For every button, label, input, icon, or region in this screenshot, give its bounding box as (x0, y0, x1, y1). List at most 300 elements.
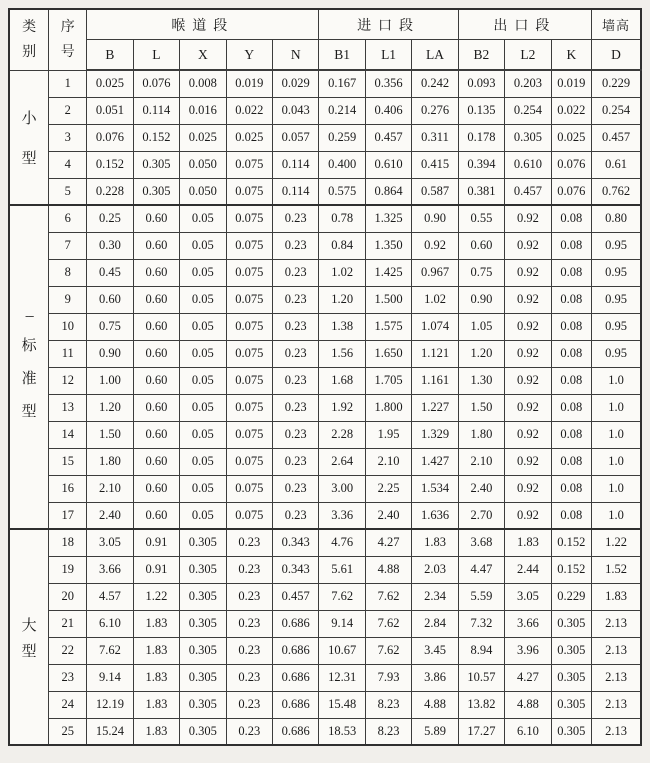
value-cell: 0.254 (505, 97, 551, 124)
value-cell: 0.305 (505, 124, 551, 151)
column-header-L2: L2 (505, 40, 551, 71)
value-cell: 0.95 (592, 259, 641, 286)
serial-number-cell: 11 (49, 340, 87, 367)
value-cell: 0.08 (551, 286, 591, 313)
serial-number-cell: 7 (49, 232, 87, 259)
value-cell: 1.534 (412, 475, 458, 502)
table-row (9, 97, 641, 124)
value-cell: 0.587 (412, 178, 458, 205)
value-cell: 2.13 (592, 637, 641, 664)
value-cell: 2.40 (458, 475, 504, 502)
value-cell: 0.08 (551, 448, 591, 475)
value-cell: 0.92 (505, 205, 551, 232)
value-cell: 2.13 (592, 691, 641, 718)
value-cell: 0.343 (272, 556, 318, 583)
value-cell: 0.05 (180, 205, 226, 232)
header-category-char: 别 (22, 44, 37, 60)
value-cell: 0.08 (551, 340, 591, 367)
value-cell: 0.23 (226, 610, 272, 637)
value-cell: 0.093 (458, 70, 504, 97)
value-cell: 0.08 (551, 394, 591, 421)
value-cell: 9.14 (87, 664, 133, 691)
table-row (9, 421, 641, 448)
column-header-L1: L1 (365, 40, 411, 71)
value-cell: 10.57 (458, 664, 504, 691)
value-cell: 0.92 (505, 448, 551, 475)
header-group-inlet-section: 进口段 (319, 9, 458, 40)
value-cell: 8.23 (365, 691, 411, 718)
value-cell: 0.025 (226, 124, 272, 151)
value-cell: 15.48 (319, 691, 365, 718)
value-cell: 0.23 (272, 394, 318, 421)
value-cell: 0.92 (505, 421, 551, 448)
value-cell: 0.259 (319, 124, 365, 151)
value-cell: 0.60 (133, 475, 179, 502)
value-cell: 2.44 (505, 556, 551, 583)
value-cell: 4.57 (87, 583, 133, 610)
table-row (9, 556, 641, 583)
value-cell: 0.92 (505, 313, 551, 340)
serial-number-cell: 6 (49, 205, 87, 232)
value-cell: 7.32 (458, 610, 504, 637)
value-cell: 0.356 (365, 70, 411, 97)
value-cell: 0.23 (226, 637, 272, 664)
serial-number-cell: 13 (49, 394, 87, 421)
column-header-B1: B1 (319, 40, 365, 71)
table-row (9, 583, 641, 610)
value-cell: 1.0 (592, 475, 641, 502)
value-cell: 5.89 (412, 718, 458, 745)
serial-number-cell: 23 (49, 664, 87, 691)
value-cell: 0.008 (180, 70, 226, 97)
value-cell: 0.95 (592, 232, 641, 259)
column-header-B2: B2 (458, 40, 504, 71)
value-cell: 1.83 (505, 529, 551, 556)
value-cell: 1.121 (412, 340, 458, 367)
value-cell: 0.075 (226, 394, 272, 421)
column-header-LA: LA (412, 40, 458, 71)
value-cell: 1.161 (412, 367, 458, 394)
serial-number-cell: 16 (49, 475, 87, 502)
value-cell: 1.56 (319, 340, 365, 367)
category-char: 大 (21, 617, 37, 634)
value-cell: 10.67 (319, 637, 365, 664)
value-cell: 1.427 (412, 448, 458, 475)
value-cell: 1.325 (365, 205, 411, 232)
value-cell: 0.92 (505, 502, 551, 529)
value-cell: 0.60 (133, 286, 179, 313)
value-cell: 0.152 (551, 529, 591, 556)
value-cell: 0.92 (505, 259, 551, 286)
value-cell: 0.75 (87, 313, 133, 340)
value-cell: 12.19 (87, 691, 133, 718)
value-cell: 1.636 (412, 502, 458, 529)
value-cell: 0.311 (412, 124, 458, 151)
value-cell: 0.92 (505, 232, 551, 259)
value-cell: 0.23 (272, 205, 318, 232)
value-cell: 0.305 (551, 610, 591, 637)
value-cell: 1.95 (365, 421, 411, 448)
value-cell: 0.60 (133, 421, 179, 448)
value-cell: 1.0 (592, 448, 641, 475)
column-header-N: N (272, 40, 318, 71)
value-cell: 1.05 (458, 313, 504, 340)
value-cell: 0.305 (180, 529, 226, 556)
value-cell: 0.305 (180, 610, 226, 637)
value-cell: 0.23 (272, 286, 318, 313)
value-cell: 2.10 (458, 448, 504, 475)
column-header-K: K (551, 40, 591, 71)
column-header-Y: Y (226, 40, 272, 71)
value-cell: 6.10 (87, 610, 133, 637)
value-cell: 0.05 (180, 448, 226, 475)
table-row (9, 286, 641, 313)
header-group-outlet-section: 出口段 (458, 9, 591, 40)
value-cell: 0.075 (226, 448, 272, 475)
value-cell: 0.050 (180, 178, 226, 205)
value-cell: 1.02 (412, 286, 458, 313)
serial-number-cell: 22 (49, 637, 87, 664)
value-cell: 1.800 (365, 394, 411, 421)
value-cell: 0.05 (180, 232, 226, 259)
value-cell: 0.305 (180, 583, 226, 610)
value-cell: 0.84 (319, 232, 365, 259)
value-cell: 0.60 (133, 205, 179, 232)
table-row (9, 637, 641, 664)
category-char: --- (25, 309, 34, 322)
value-cell: 13.82 (458, 691, 504, 718)
value-cell: 7.62 (365, 583, 411, 610)
table-row (9, 664, 641, 691)
value-cell: 0.686 (272, 691, 318, 718)
table-row (9, 205, 641, 232)
value-cell: 1.52 (592, 556, 641, 583)
table-row (9, 475, 641, 502)
value-cell: 1.80 (458, 421, 504, 448)
serial-number-cell: 3 (49, 124, 87, 151)
value-cell: 1.22 (592, 529, 641, 556)
serial-number-cell: 1 (49, 70, 87, 97)
value-cell: 0.075 (226, 475, 272, 502)
serial-number-cell: 5 (49, 178, 87, 205)
value-cell: 0.08 (551, 367, 591, 394)
value-cell: 0.075 (226, 205, 272, 232)
value-cell: 1.83 (133, 691, 179, 718)
table-row (9, 232, 641, 259)
value-cell: 2.03 (412, 556, 458, 583)
value-cell: 1.0 (592, 421, 641, 448)
value-cell: 0.92 (505, 340, 551, 367)
value-cell: 0.08 (551, 313, 591, 340)
value-cell: 0.23 (226, 529, 272, 556)
value-cell: 1.83 (133, 664, 179, 691)
value-cell: 0.60 (133, 232, 179, 259)
value-cell: 0.242 (412, 70, 458, 97)
value-cell: 0.05 (180, 313, 226, 340)
value-cell: 1.68 (319, 367, 365, 394)
value-cell: 0.91 (133, 529, 179, 556)
value-cell: 0.610 (365, 151, 411, 178)
value-cell: 4.88 (505, 691, 551, 718)
value-cell: 0.229 (592, 70, 641, 97)
value-cell: 0.762 (592, 178, 641, 205)
value-cell: 0.686 (272, 610, 318, 637)
value-cell: 1.83 (133, 637, 179, 664)
value-cell: 0.90 (458, 286, 504, 313)
value-cell: 1.074 (412, 313, 458, 340)
value-cell: 1.50 (87, 421, 133, 448)
value-cell: 0.305 (133, 151, 179, 178)
value-cell: 0.114 (272, 178, 318, 205)
value-cell: 0.61 (592, 151, 641, 178)
value-cell: 0.050 (180, 151, 226, 178)
value-cell: 0.415 (412, 151, 458, 178)
value-cell: 0.05 (180, 340, 226, 367)
category-char: 准 (21, 370, 37, 387)
value-cell: 0.135 (458, 97, 504, 124)
value-cell: 0.80 (592, 205, 641, 232)
header-group-wall-height: 墙高 (592, 9, 641, 40)
value-cell: 0.305 (180, 556, 226, 583)
value-cell: 15.24 (87, 718, 133, 745)
value-cell: 0.016 (180, 97, 226, 124)
value-cell: 2.13 (592, 718, 641, 745)
table-row (9, 124, 641, 151)
table-row (9, 448, 641, 475)
value-cell: 0.23 (226, 718, 272, 745)
value-cell: 7.62 (365, 637, 411, 664)
value-cell: 2.25 (365, 475, 411, 502)
value-cell: 0.457 (505, 178, 551, 205)
value-cell: 6.10 (505, 718, 551, 745)
value-cell: 1.02 (319, 259, 365, 286)
value-cell: 0.203 (505, 70, 551, 97)
value-cell: 0.051 (87, 97, 133, 124)
value-cell: 4.76 (319, 529, 365, 556)
value-cell: 0.686 (272, 637, 318, 664)
value-cell: 0.406 (365, 97, 411, 124)
dimension-table (8, 8, 642, 746)
value-cell: 0.05 (180, 475, 226, 502)
category-cell (9, 205, 49, 529)
value-cell: 0.60 (87, 286, 133, 313)
value-cell: 0.043 (272, 97, 318, 124)
value-cell: 0.075 (226, 367, 272, 394)
value-cell: 0.214 (319, 97, 365, 124)
value-cell: 0.025 (551, 124, 591, 151)
serial-number-cell: 14 (49, 421, 87, 448)
value-cell: 0.864 (365, 178, 411, 205)
table-row (9, 529, 641, 556)
value-cell: 1.350 (365, 232, 411, 259)
value-cell: 0.075 (226, 259, 272, 286)
value-cell: 3.00 (319, 475, 365, 502)
value-cell: 1.0 (592, 394, 641, 421)
value-cell: 0.60 (133, 502, 179, 529)
value-cell: 1.38 (319, 313, 365, 340)
value-cell: 0.305 (551, 664, 591, 691)
serial-number-cell: 24 (49, 691, 87, 718)
value-cell: 0.25 (87, 205, 133, 232)
value-cell: 0.23 (272, 421, 318, 448)
value-cell: 0.022 (551, 97, 591, 124)
value-cell: 0.019 (226, 70, 272, 97)
category-char: 型 (21, 643, 37, 660)
header-row-columns (9, 40, 641, 71)
header-serial-char: 序 (60, 19, 75, 35)
value-cell: 2.28 (319, 421, 365, 448)
value-cell: 0.95 (592, 313, 641, 340)
value-cell: 0.23 (272, 448, 318, 475)
value-cell: 0.08 (551, 502, 591, 529)
value-cell: 0.229 (551, 583, 591, 610)
table-row (9, 718, 641, 745)
table-row (9, 151, 641, 178)
serial-number-cell: 8 (49, 259, 87, 286)
value-cell: 0.90 (87, 340, 133, 367)
value-cell: 0.08 (551, 475, 591, 502)
value-cell: 0.254 (592, 97, 641, 124)
value-cell: 0.457 (272, 583, 318, 610)
column-header-X: X (180, 40, 226, 71)
value-cell: 0.92 (505, 475, 551, 502)
header-serial-char: 号 (60, 44, 75, 60)
value-cell: 2.70 (458, 502, 504, 529)
value-cell: 0.60 (133, 340, 179, 367)
value-cell: 0.343 (272, 529, 318, 556)
value-cell: 1.22 (133, 583, 179, 610)
value-cell: 0.400 (319, 151, 365, 178)
value-cell: 0.30 (87, 232, 133, 259)
value-cell: 4.88 (412, 691, 458, 718)
value-cell: 0.305 (551, 637, 591, 664)
value-cell: 3.96 (505, 637, 551, 664)
serial-number-cell: 9 (49, 286, 87, 313)
value-cell: 0.575 (319, 178, 365, 205)
value-cell: 0.075 (226, 178, 272, 205)
value-cell: 1.227 (412, 394, 458, 421)
column-header-L: L (133, 40, 179, 71)
value-cell: 0.075 (226, 313, 272, 340)
serial-number-cell: 15 (49, 448, 87, 475)
value-cell: 0.076 (551, 151, 591, 178)
value-cell: 0.152 (133, 124, 179, 151)
serial-number-cell: 25 (49, 718, 87, 745)
value-cell: 0.967 (412, 259, 458, 286)
value-cell: 1.80 (87, 448, 133, 475)
category-cell (9, 529, 49, 745)
value-cell: 0.23 (272, 340, 318, 367)
value-cell: 0.95 (592, 286, 641, 313)
value-cell: 0.60 (458, 232, 504, 259)
value-cell: 0.610 (505, 151, 551, 178)
value-cell: 0.025 (180, 124, 226, 151)
value-cell: 5.59 (458, 583, 504, 610)
value-cell: 0.076 (551, 178, 591, 205)
value-cell: 0.305 (180, 637, 226, 664)
value-cell: 0.025 (87, 70, 133, 97)
value-cell: 0.60 (133, 367, 179, 394)
serial-number-cell: 4 (49, 151, 87, 178)
value-cell: 7.62 (365, 610, 411, 637)
value-cell: 1.329 (412, 421, 458, 448)
value-cell: 0.05 (180, 367, 226, 394)
table-row (9, 610, 641, 637)
value-cell: 0.276 (412, 97, 458, 124)
value-cell: 0.75 (458, 259, 504, 286)
value-cell: 0.114 (133, 97, 179, 124)
table-row (9, 394, 641, 421)
category-char: 型 (21, 150, 37, 167)
value-cell: 0.381 (458, 178, 504, 205)
value-cell: 0.057 (272, 124, 318, 151)
value-cell: 0.394 (458, 151, 504, 178)
value-cell: 0.228 (87, 178, 133, 205)
value-cell: 0.91 (133, 556, 179, 583)
value-cell: 8.94 (458, 637, 504, 664)
value-cell: 0.23 (226, 583, 272, 610)
value-cell: 0.305 (551, 718, 591, 745)
value-cell: 0.55 (458, 205, 504, 232)
value-cell: 7.62 (319, 583, 365, 610)
serial-number-cell: 18 (49, 529, 87, 556)
value-cell: 4.27 (365, 529, 411, 556)
category-char: 型 (21, 403, 37, 420)
value-cell: 3.05 (87, 529, 133, 556)
category-cell (9, 70, 49, 205)
value-cell: 0.60 (133, 313, 179, 340)
value-cell: 0.08 (551, 232, 591, 259)
column-header-D: D (592, 40, 641, 71)
value-cell: 0.23 (272, 313, 318, 340)
value-cell: 0.686 (272, 664, 318, 691)
value-cell: 1.575 (365, 313, 411, 340)
table-row (9, 313, 641, 340)
header-group-throat-section: 喉道段 (87, 9, 319, 40)
value-cell: 0.022 (226, 97, 272, 124)
header-row-groups (9, 9, 641, 40)
value-cell: 0.075 (226, 286, 272, 313)
value-cell: 5.61 (319, 556, 365, 583)
value-cell: 0.305 (180, 718, 226, 745)
value-cell: 1.83 (592, 583, 641, 610)
value-cell: 2.64 (319, 448, 365, 475)
value-cell: 0.305 (551, 691, 591, 718)
table-row (9, 502, 641, 529)
value-cell: 1.500 (365, 286, 411, 313)
value-cell: 7.62 (87, 637, 133, 664)
value-cell: 0.92 (505, 367, 551, 394)
value-cell: 2.34 (412, 583, 458, 610)
value-cell: 3.86 (412, 664, 458, 691)
value-cell: 1.425 (365, 259, 411, 286)
value-cell: 3.05 (505, 583, 551, 610)
table-row (9, 691, 641, 718)
value-cell: 1.00 (87, 367, 133, 394)
value-cell: 1.20 (319, 286, 365, 313)
value-cell: 2.40 (365, 502, 411, 529)
value-cell: 1.0 (592, 367, 641, 394)
value-cell: 0.23 (226, 691, 272, 718)
serial-number-cell: 2 (49, 97, 87, 124)
value-cell: 3.68 (458, 529, 504, 556)
value-cell: 12.31 (319, 664, 365, 691)
value-cell: 0.05 (180, 259, 226, 286)
value-cell: 0.305 (133, 178, 179, 205)
value-cell: 0.60 (133, 259, 179, 286)
column-header-B: B (87, 40, 133, 71)
table-row (9, 70, 641, 97)
